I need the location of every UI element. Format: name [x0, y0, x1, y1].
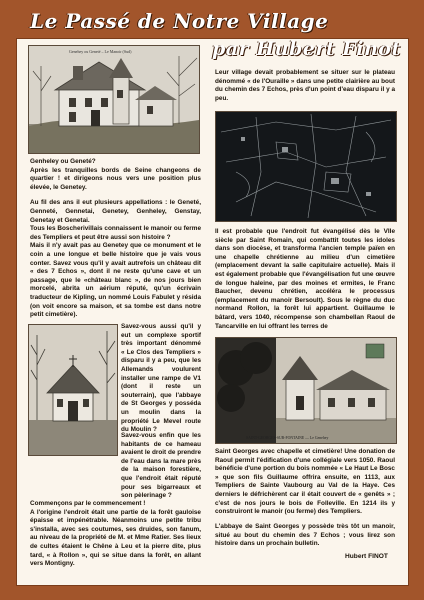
manor-caption: Genehey ou Geneté – Le Manoir (Sud) — [69, 49, 132, 54]
paragraph-6: Savez-vous enfin que les habitants de ce hameau avaient le droit de prendre de l'eau dans la mare près de la maison forestière, que l'endroit était réputé pour ses bigarreaux et son pèlerinage ? — [121, 432, 201, 500]
paragraph-5: Savez-vous aussi qu'il y eut un complexe sportif très important dénommé « Le Clos des Templiers » disparu il y a peu, que les Allemands voulurent installer une rampe de V1 (dont il reste un souterrain), que l'abbaye de St Georges y posséda un moulin dans la propriété Le Mevel route du Moulin ? — [121, 323, 201, 434]
chapel-illustration — [29, 325, 117, 455]
village-caption: SAINT-GEORGES-SUR-FONTAINE — Le Genehey — [246, 436, 329, 440]
village-postcard-photo — [215, 337, 397, 444]
intro-paragraph: Leur village devait probablement se situer sur le plateau dénommé « de l'Ouraille » dans une petite clairière au bout du chemin des 7 Echos, près d'un point d'eau disparu il y a peu. — [215, 69, 395, 102]
right-paragraph-3: L'abbaye de Saint Georges y possède très tôt un manoir, situé au bout du chemin des 7 Echos ; vous lirez son histoire dans un prochain bulletin. — [215, 523, 395, 548]
question-heading: Genheley ou Geneté? — [30, 158, 96, 165]
manor-photo — [28, 45, 200, 154]
left-column-text — [30, 158, 201, 320]
paragraph-3: Tous les Boscherivillais connaissent le manoir ou ferme des Templiers et peut être aussi son histoire ? — [30, 225, 201, 241]
paragraph-4: Mais il n'y avait pas au Genetey que ce monument et le coin a une longue et belle histoire que je vais vous conter. Savez vous qu'il y avait autrefois un château dit « des 7 Echos », dont il ne reste qu'une cave et un passage, que le «château blanc », de nos jours bien morcelé, abrita un aérium réputé, qu'un écrivain traducteur de Kipling, un nommé Louis Fabulet y résida (on voit encore sa maison, et sa tombe est dans notre petit cimetière). — [30, 242, 201, 319]
old-map-photo — [215, 111, 397, 222]
paragraph-1: Après les tranquilles bords de Seine changeons de quartier ! et dirigeons nous vers une position plus élevée, le Genetey. — [30, 166, 201, 191]
map-illustration — [216, 112, 396, 221]
page-title: Le Passé de Notre Village — [30, 9, 329, 33]
village-illustration — [216, 338, 396, 443]
page-subtitle: par Hubert Finot — [212, 38, 401, 60]
paragraph-7: Commençons par le commencement ! — [30, 500, 146, 507]
right-paragraph-2: Saint Georges avec chapelle et cimetière! Une donation de Raoul permit l'édification d'une collégiale vers 1050. Raoul bénéficie d'une portion du bois nommée « Le Haut Le Bosc » que son fils Guillaume offrira ensuite, en 1113, aux Templiers de Sainte Vaubourg au Val de la Haye. Ces derniers le défrichèrent car il était couvert de « genêts » ; c'est de nos jours le bois de Folleville. En 1214 ils y construiront le manoir (ou ferme) des Templiers. — [215, 448, 395, 516]
chapel-photo — [28, 324, 118, 456]
right-paragraph-1: Il est probable que l'endroit fut évangélisé dès le VIIe siècle par Saint Romain, qui combattit toutes les idoles dans son diocèse, et transforma l'ancien temple païen en une chapelle chrétienne au milieu d'un cimetière (emplacement devant la salle capitulaire actuelle). Mais il est également probable que l'évangélisation fut une œuvre de longue haleine, par des moines et ermites, le Franc Baucher, devenu chrétien, accéléra le processus (emplacement du manoir Bersoult). Sous le règne du duc normand Rollon, la forêt lui appartient. Guillaume le bâtard, vers 1040, récompense son chambellan Raoul de Tancarville en lui offrant les terres de — [215, 228, 395, 330]
manor-illustration — [29, 46, 199, 153]
paragraph-8: A l'origine l'endroit était une partie de la forêt gauloise épaisse et impénétrable. Néanmoins une petite tribu s'installa, avec ses coutumes, ses druides, son fanum, au niveau de la propriété de M. et Mme Ratier. Ses lieux de cultes étaient le Chêne à Leu et la pierre dite, plus tard, « à Rollon », qui se situe dans la forêt, en allant vers Montigny. — [30, 508, 201, 568]
left-bottom-text — [30, 500, 201, 569]
author-signature: Hubert FINOT — [345, 553, 388, 560]
paragraph-2: Au fil des ans il eut plusieurs appellations : le Geneté, Genneté, Gennetai, Genetey, Genheley, Genstay, Genetay et Genetai. — [30, 199, 201, 224]
